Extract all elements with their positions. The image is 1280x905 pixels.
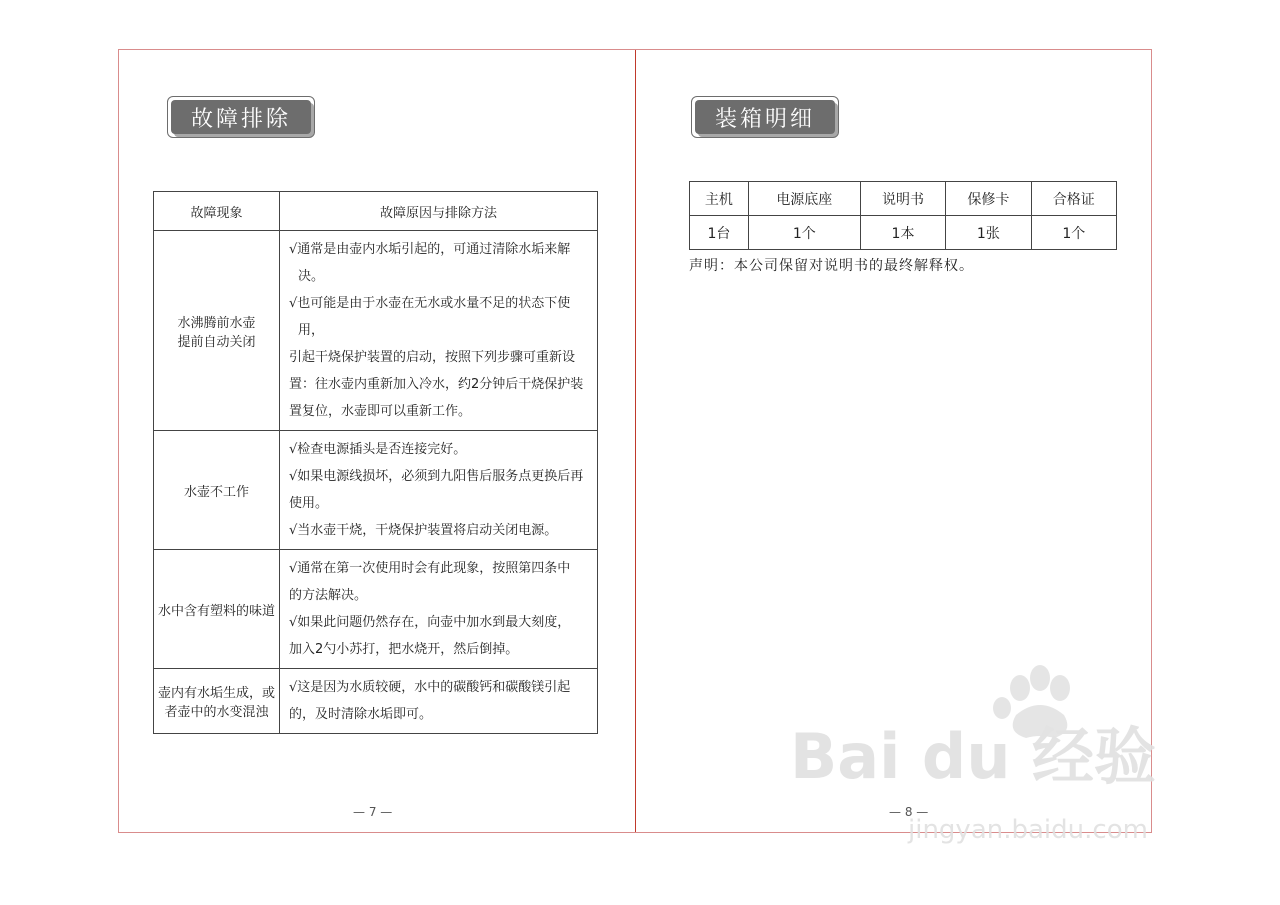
packing-quantity: 1个 bbox=[1031, 216, 1116, 250]
header-cause-and-fix: 故障原因与排除方法 bbox=[280, 192, 598, 231]
packing-list-title bbox=[695, 100, 835, 134]
header-symptom: 故障现象 bbox=[154, 192, 280, 231]
fix-line: √也可能是由于水壶在无水或水量不足的状态下使用， bbox=[289, 296, 571, 338]
symptom-cell bbox=[154, 669, 280, 734]
packing-quantity: 1张 bbox=[946, 216, 1031, 250]
symptom-line: 水沸腾前水壶 bbox=[177, 315, 256, 331]
troubleshooting-header-row bbox=[154, 192, 598, 231]
symptom-cell bbox=[154, 431, 280, 550]
symptom-line: 水中含有塑料的味道 bbox=[158, 603, 276, 619]
page-spine bbox=[635, 50, 636, 832]
troubleshooting-row bbox=[154, 231, 598, 431]
fix-line: 置复位，水壶即可以重新工作。 bbox=[289, 404, 472, 419]
packing-items-row bbox=[690, 182, 1117, 216]
fix-cell bbox=[280, 550, 598, 669]
troubleshooting-row bbox=[154, 669, 598, 734]
packing-list-title-text: 装箱明细 bbox=[714, 106, 815, 132]
fix-cell bbox=[280, 231, 598, 431]
fix-line: √检查电源插头是否连接完好。 bbox=[289, 442, 467, 457]
packing-item: 电源底座 bbox=[748, 182, 860, 216]
fix-line: √通常在第一次使用时会有此现象，按照第四条中 bbox=[289, 561, 571, 576]
packing-item: 主机 bbox=[690, 182, 749, 216]
troubleshooting-title-text: 故障排除 bbox=[190, 106, 291, 132]
troubleshooting-row bbox=[154, 431, 598, 550]
copyright-statement: 声明：本公司保留对说明书的最终解释权。 bbox=[689, 258, 974, 274]
packing-quantity: 1台 bbox=[690, 216, 749, 250]
packing-item: 合格证 bbox=[1031, 182, 1116, 216]
packing-quantities-row bbox=[690, 216, 1117, 250]
page-number-7: — 7 — bbox=[353, 805, 393, 819]
fix-cell bbox=[280, 669, 598, 734]
packing-quantity: 1本 bbox=[860, 216, 945, 250]
baidu-watermark bbox=[788, 660, 1157, 845]
fix-line: 置：往水壶内重新加入冷水，约2分钟后干烧保护装 bbox=[289, 377, 584, 392]
fix-cell bbox=[280, 431, 598, 550]
watermark-brand: Bai du 经验 bbox=[790, 720, 1157, 793]
packing-list-table bbox=[689, 181, 1117, 250]
symptom-cell bbox=[154, 231, 280, 431]
watermark-url: jingyan.baidu.com bbox=[908, 815, 1148, 845]
symptom-line: 壶内有水垢生成，或 bbox=[158, 686, 276, 701]
fix-line: 使用。 bbox=[289, 496, 329, 511]
symptom-line: 者壶中的水变混浊 bbox=[164, 705, 269, 720]
packing-quantity: 1个 bbox=[748, 216, 860, 250]
fix-line: 的方法解决。 bbox=[289, 588, 368, 603]
packing-item: 说明书 bbox=[860, 182, 945, 216]
troubleshooting-row bbox=[154, 550, 598, 669]
packing-item: 保修卡 bbox=[946, 182, 1031, 216]
symptom-line: 水壶不工作 bbox=[183, 484, 249, 500]
symptom-cell bbox=[154, 550, 280, 669]
fix-line: √如果电源线损坏，必须到九阳售后服务点更换后再 bbox=[289, 469, 584, 484]
fix-line: 加入2勺小苏打，把水烧开，然后倒掉。 bbox=[289, 642, 519, 657]
fix-line: √当水壶干烧，干烧保护装置将启动关闭电源。 bbox=[289, 523, 558, 538]
fix-line: 的，及时清除水垢即可。 bbox=[289, 707, 433, 722]
fix-line: √通常是由壶内水垢引起的，可通过清除水垢来解决。 bbox=[289, 242, 571, 284]
troubleshooting-table bbox=[153, 191, 598, 734]
page-number-8: — 8 — bbox=[889, 805, 929, 819]
fix-line: 引起干烧保护装置的启动，按照下列步骤可重新设 bbox=[289, 350, 576, 365]
fix-line: √如果此问题仍然存在，向壶中加水到最大刻度， bbox=[289, 615, 571, 630]
symptom-line: 提前自动关闭 bbox=[177, 334, 256, 350]
troubleshooting-title bbox=[171, 100, 311, 134]
fix-line: √这是因为水质较硬，水中的碳酸钙和碳酸镁引起 bbox=[289, 680, 571, 695]
